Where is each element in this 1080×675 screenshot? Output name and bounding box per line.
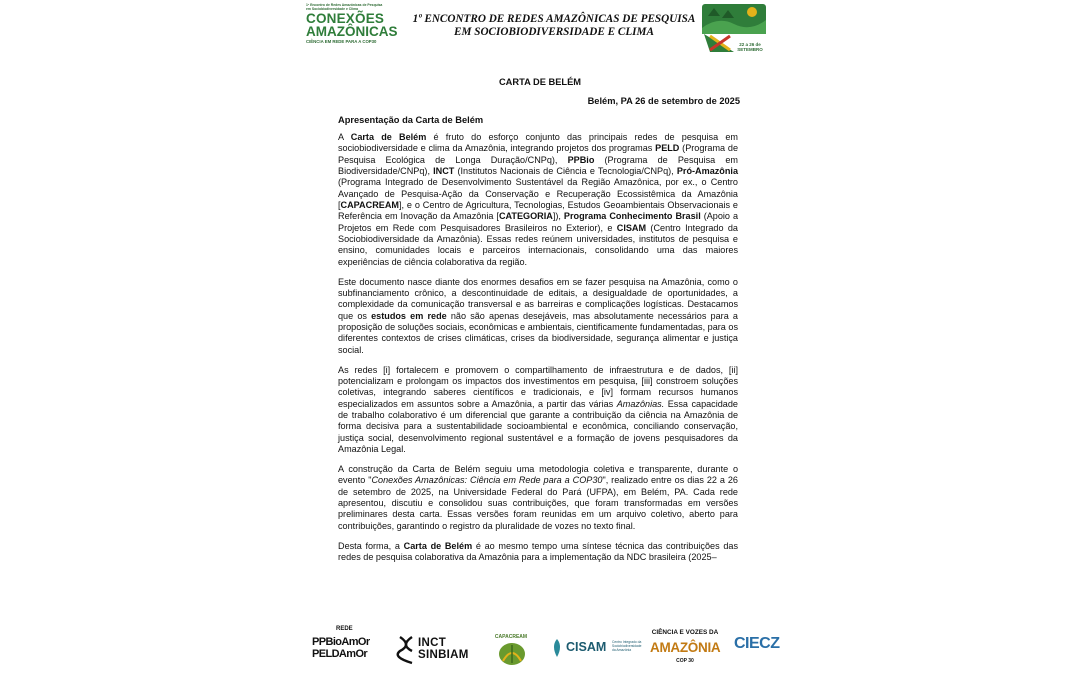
paragraph-1: A Carta de Belém é fruto do esforço conjunto das principais redes de pesquisa em sociobiodiversidade e clima da Amazônia, integrando projetos dos programas PELD (Programa de Pesquisa Ecológica de Longa Duração/CNPq), PPBio (Programa de Pesquisa em Biodiversidade/CNPq), INCT (Institutos Nacionais de Ciência e Tecnologia/CNPq), Pró-Amazônia (Programa Integrado de Desenvolvimento Sustentável da Região Amazônica, por ex., o Centro Avançado de Pesquisa-Ação da Conservação e Recuperação Ecossistêmica da Amazônia [CAPACREAM], e o Centro de Agricultura, Tecnologias, Estudos Geoambientais Observacionais e Referência em Inovação da Amazônia [CATEGORIA]), Programa Conhecimento Brasil (Apoio a Projetos em Rede com Pesquisadores Brasileiros no Exterior), e CISAM (Centro Integrado da Sociobiodiversidade da Amazônia). Essas redes reúnem universidades, institutos de pesquisa e ensino, comunidades locais e parceiros internacionais, consolidando uma das maiores experiências de ciência colaborativa da região.: [338, 132, 739, 267]
event-title-line-2: EM SOCIOBIODIVERSIDADE E CLIMA: [454, 26, 654, 38]
dateline: Belém, PA 26 de setembro de 2025: [587, 96, 740, 106]
cisam-subtext: Centro Integrado da Sociobiodiversidade da Amazônia: [612, 640, 642, 652]
partner-logos: [310, 626, 780, 670]
capacream-logo: [482, 626, 542, 670]
logo-tagline: CIÊNCIA EM REDE PARA A COP30: [306, 38, 377, 44]
ppbio-line-2: PELDAmOr: [312, 648, 368, 660]
cisam-text: CISAM: [566, 640, 607, 654]
event-date: 22 a 26 de SETEMBRO: [737, 42, 763, 52]
ciencia-vozes-amazonia-logo: [650, 626, 720, 670]
logo-line-1: CONEXÕES: [306, 10, 385, 26]
ppbio-rede-label: REDE: [336, 626, 353, 632]
logo-line-2: AMAZÔNICAS: [306, 23, 398, 39]
paragraph-4: A construção da Carta de Belém seguiu uma metodologia coletiva e transparente, durante o evento "Conexões Amazônicas: Ciência em Rede para a COP30", realizado entre os dias 22 a 26 de setembro de 2025, na Universidade Federal do Pará (UFPA), em Belém, PA. Cada rede apresentou, discutiu e consolidou suas contribuições, que foram transformadas em versões preliminares desta carta. Essas versões foram reunidas em um arquivo coletivo, aberto para contribuições, garantindo o registro da pluralidade de vozes no texto final.: [338, 464, 738, 531]
document-title: CARTA DE BELÉM: [498, 77, 582, 87]
cisam-leaf-icon: [550, 638, 564, 658]
conexoes-amazonicas-logo: [306, 4, 396, 56]
inct-line-1: INCT: [418, 637, 447, 649]
cva-line-3: COP 30: [676, 658, 694, 664]
logo-small-text: 1º Encontro de Redes Amazônicas de Pesquisa em Sociobiodiversidade e Clima: [306, 3, 383, 11]
letter-body: [338, 132, 738, 572]
capacream-text: CAPACREAM: [494, 634, 528, 640]
cisam-logo: [550, 626, 646, 670]
document-page: [300, 0, 780, 675]
event-title-line-1: 1º ENCONTRO DE REDES AMAZÔNICAS DE PESQUISA: [412, 13, 696, 25]
dna-icon: [396, 635, 416, 665]
ciecz-logo: [730, 626, 780, 670]
ciecz-text: CIECZ: [734, 635, 780, 652]
event-title: [404, 13, 704, 39]
paragraph-2: Este documento nasce diante dos enormes desafios em se fazer pesquisa na Amazônia, como o subfinanciamento crônico, a descontinuidade de editais, a desigualdade de oportunidades, a complexidade da comunicação transversal e as barreiras e complicações logísticas. Destacamos que os estudos em rede não são apenas desejáveis, mas absolutamente necessários para a proposição de soluções sociais, econômicas e ambientais, cientificamente fundamentadas, para os diferentes contextos de crises climáticas, crises da biodiversidade, segurança alimentar e justiça social.: [338, 276, 738, 355]
cva-line-1: CIÊNCIA E VOZES DA: [651, 629, 719, 636]
inct-line-2: SINBIAM: [418, 649, 469, 661]
section-heading: Apresentação da Carta de Belém: [338, 115, 484, 125]
leaf-emblem-icon: [497, 641, 527, 667]
header: [300, 0, 780, 60]
inct-sinbiam-logo: [396, 626, 476, 670]
ppbio-line-1: PPBioAmOr: [312, 636, 370, 648]
paragraph-5: Desta forma, a Carta de Belém é ao mesmo tempo uma síntese técnica das contribuições das redes de pesquisa colaborativa da Amazônia para a implementação da NDC brasileira (2025–: [338, 540, 738, 563]
event-emblem-logo: [700, 2, 770, 54]
ppbio-peld-logo: [310, 626, 382, 670]
cva-line-2: AMAZÔNIA: [650, 640, 721, 655]
paragraph-3: As redes [i] fortalecem e promovem o compartilhamento de infraestrutura e de dados, [ii] potencializam e prolongam os impactos dos investimentos em pesquisa, [iii] constroem soluções coletivas, integrando saberes científicos e tradicionais, e [iv] formam recursos humanos especializados em assuntos sobre a Amazônia, a partir das várias Amazônias. Essa capacidade de trabalho colaborativo é um diferencial que garante a contribuição da ciência na Amazônia de forma decisiva para a sustentabilidade socioambiental e econômica, conciliando conservação, justiça social, desenvolvimento regional sustentável e a formação de jovens pesquisadores da Amazônia Legal.: [338, 364, 738, 455]
